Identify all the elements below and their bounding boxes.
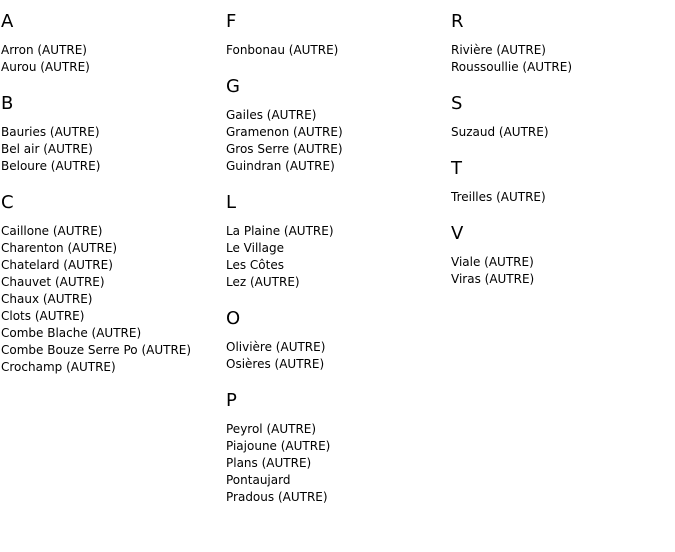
letter-group-v <box>451 223 671 288</box>
letter-group-b <box>1 93 221 175</box>
place-link-gros-serre[interactable]: Gros Serre (AUTRE) <box>226 142 343 156</box>
index-column-3 <box>451 11 671 305</box>
letter-group-g <box>226 76 446 175</box>
place-list <box>226 107 446 175</box>
place-link-chauvet[interactable]: Chauvet (AUTRE) <box>1 275 105 289</box>
place-link-chaux[interactable]: Chaux (AUTRE) <box>1 292 93 306</box>
place-link-beloure[interactable]: Beloure (AUTRE) <box>1 159 101 173</box>
letter-heading: O <box>226 308 241 329</box>
letter-heading: V <box>451 223 464 244</box>
place-link-osieres[interactable]: Osières (AUTRE) <box>226 357 325 371</box>
letter-group-o <box>226 308 446 373</box>
place-link-clots[interactable]: Clots (AUTRE) <box>1 309 85 323</box>
place-list <box>1 223 221 376</box>
place-link-lez[interactable]: Lez (AUTRE) <box>226 275 300 289</box>
place-list <box>451 189 671 206</box>
letter-group-a <box>1 11 221 76</box>
place-link-suzaud[interactable]: Suzaud (AUTRE) <box>451 125 549 139</box>
letter-group-f <box>226 11 446 59</box>
place-link-combe-bouze-serre-po[interactable]: Combe Bouze Serre Po (AUTRE) <box>1 343 192 357</box>
place-link-viras[interactable]: Viras (AUTRE) <box>451 272 535 286</box>
place-link-bel-air[interactable]: Bel air (AUTRE) <box>1 142 93 156</box>
place-link-aurou[interactable]: Aurou (AUTRE) <box>1 60 90 74</box>
place-link-plans[interactable]: Plans (AUTRE) <box>226 456 312 470</box>
place-link-treilles[interactable]: Treilles (AUTRE) <box>451 190 546 204</box>
letter-heading: C <box>1 192 14 213</box>
place-link-gramenon[interactable]: Gramenon (AUTRE) <box>226 125 343 139</box>
letter-group-r <box>451 11 671 76</box>
letter-heading: S <box>451 93 463 114</box>
letter-heading: A <box>1 11 14 32</box>
place-list <box>451 42 671 76</box>
letter-group-l <box>226 192 446 291</box>
place-list <box>226 339 446 373</box>
place-link-viale[interactable]: Viale (AUTRE) <box>451 255 534 269</box>
place-link-charenton[interactable]: Charenton (AUTRE) <box>1 241 118 255</box>
letter-group-p <box>226 390 446 506</box>
place-list <box>1 42 221 76</box>
place-link-riviere[interactable]: Rivière (AUTRE) <box>451 43 546 57</box>
letter-heading: R <box>451 11 464 32</box>
place-link-les-cotes[interactable]: Les Côtes <box>226 258 284 272</box>
place-link-combe-blache[interactable]: Combe Blache (AUTRE) <box>1 326 142 340</box>
place-link-roussoullie[interactable]: Roussoullie (AUTRE) <box>451 60 573 74</box>
place-list <box>226 421 446 506</box>
index-column-2 <box>226 11 446 523</box>
place-link-fonbonau[interactable]: Fonbonau (AUTRE) <box>226 43 339 57</box>
letter-heading: P <box>226 390 237 411</box>
place-list <box>1 124 221 175</box>
place-link-le-village[interactable]: Le Village <box>226 241 284 255</box>
index-column-1 <box>1 11 221 393</box>
place-link-peyrol[interactable]: Peyrol (AUTRE) <box>226 422 317 436</box>
letter-group-s <box>451 93 671 141</box>
letter-heading: B <box>1 93 14 114</box>
place-link-caillone[interactable]: Caillone (AUTRE) <box>1 224 103 238</box>
place-link-chatelard[interactable]: Chatelard (AUTRE) <box>1 258 113 272</box>
place-list <box>226 223 446 291</box>
place-list <box>451 254 671 288</box>
place-link-oliviere[interactable]: Olivière (AUTRE) <box>226 340 326 354</box>
letter-group-t <box>451 158 671 206</box>
place-link-la-plaine[interactable]: La Plaine (AUTRE) <box>226 224 334 238</box>
letter-group-c <box>1 192 221 376</box>
place-list <box>451 124 671 141</box>
place-link-bauries[interactable]: Bauries (AUTRE) <box>1 125 100 139</box>
letter-heading: G <box>226 76 240 97</box>
place-link-pontaujard[interactable]: Pontaujard <box>226 473 291 487</box>
place-link-crochamp[interactable]: Crochamp (AUTRE) <box>1 360 116 374</box>
place-list <box>226 42 446 59</box>
place-link-guindran[interactable]: Guindran (AUTRE) <box>226 159 335 173</box>
place-link-pradous[interactable]: Pradous (AUTRE) <box>226 490 328 504</box>
place-link-arron[interactable]: Arron (AUTRE) <box>1 43 87 57</box>
place-link-piajoune[interactable]: Piajoune (AUTRE) <box>226 439 331 453</box>
letter-heading: F <box>226 11 237 32</box>
letter-heading: T <box>451 158 462 179</box>
place-link-gailes[interactable]: Gailes (AUTRE) <box>226 108 317 122</box>
letter-heading: L <box>226 192 237 213</box>
